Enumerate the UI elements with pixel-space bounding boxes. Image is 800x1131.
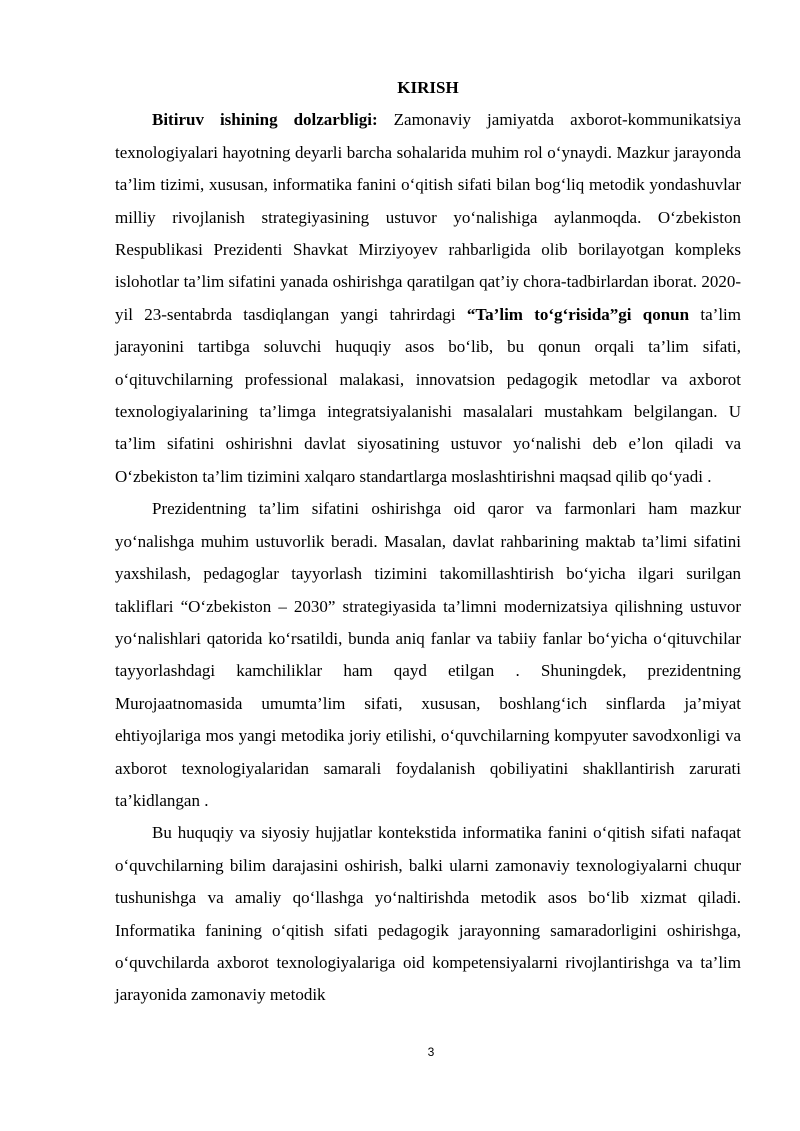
law-title: “Ta’lim to‘g‘risida”gi qonun <box>466 304 690 324</box>
paragraph-legal-context: Bu huquqiy va siyosiy hujjatlar kontekstida informatika fanini o‘qitish sifati nafaqat o‘quvchilarning bilim darajasini oshirish, balki ularni zamonaviy texnologiyalarni chuqur tushunishga va amaliy qo‘llashga yo‘naltirishda metodik asos bo‘lib xizmat qiladi. Informatika fanining o‘qitish sifati pedagogik jarayonning samaradorligini oshirishga, o‘quvchilarda axborot texnologiyalariga oid kompetensiyalarni rivojlantirishga va ta’lim jarayonida zamonaviy metodik <box>115 823 741 1005</box>
page-number: 3 <box>427 1045 435 1059</box>
relevance-lead: Bitiruv ishining dolzarbligi: <box>152 110 378 130</box>
section-heading: KIRISH <box>397 78 459 97</box>
document-body <box>115 72 741 1012</box>
relevance-text-1: Zamonaviy jamiyatda axborot-kommunikatsiya texnologiyalari hayotning deyarli barcha sohalarida muhim rol o‘ynaydi. Mazkur jarayonda ta’lim tizimi, xususan, informatika fanini o‘qitish sifati bilan bog‘liq metodik yondashuvlar milliy rivojlanish strategiyasining ustuvor yo‘nalishiga aylanmoqda. O‘zbekiston Respublikasi Prezidenti Shavkat Mirziyoyev rahbarligida olib borilayotgan kompleks islohotlar ta’lim sifatini yanada oshirishga qaratilgan qat’iy chora-tadbirlardan iborat. 2020-yil 23-sentabrda tasdiqlangan yangi tahrirdagi <box>115 110 741 324</box>
relevance-text-2: ta’lim jarayonini tartibga soluvchi huquqiy asos bo‘lib, bu qonun orqali ta’lim sifati, o‘qituvchilarning professional malakasi, innovatsion pedagogik metodlar va axborot texnologiyalarining ta’limga integratsiyalanishi masalalari mustahkam belgilangan. U ta’lim sifatini oshirishni davlat siyosatining ustuvor yo‘nalishi deb e’lon qiladi va O‘zbekiston ta’lim tizimini xalqaro standartlarga moslashtirishni maqsad qilib qo‘yadi . <box>115 304 741 486</box>
paragraph-relevance <box>115 104 741 493</box>
paragraph-president-decrees: Prezidentning ta’lim sifatini oshirishga oid qaror va farmonlari ham mazkur yo‘nalishga muhim ustuvorlik beradi. Masalan, davlat rahbarining maktab ta’limi sifatini yaxshilash, pedagoglar tayyorlash tizimini takomillashtirish bo‘yicha ilgari surilgan takliflari “O‘zbekiston – 2030” strategiyasida ta’limni modernizatsiya qilishning ustuvor yo‘nalishlari qatorida ko‘rsatildi, bunda aniq fanlar va tabiiy fanlar bo‘yicha o‘qituvchilar tayyorlashdagi kamchiliklar ham qayd etilgan . Shuningdek, prezidentning Murojaatnomasida umumta’lim sifati, xususan, boshlang‘ich sinflarda ja’miyat ehtiyojlariga mos yangi metodika joriy etilishi, o‘quvchilarning kompyuter savodxonligi va axborot texnologiyalaridan samarali foydalanish qobiliyatini shakllantirish zarurati ta’kidlangan . <box>115 499 741 810</box>
